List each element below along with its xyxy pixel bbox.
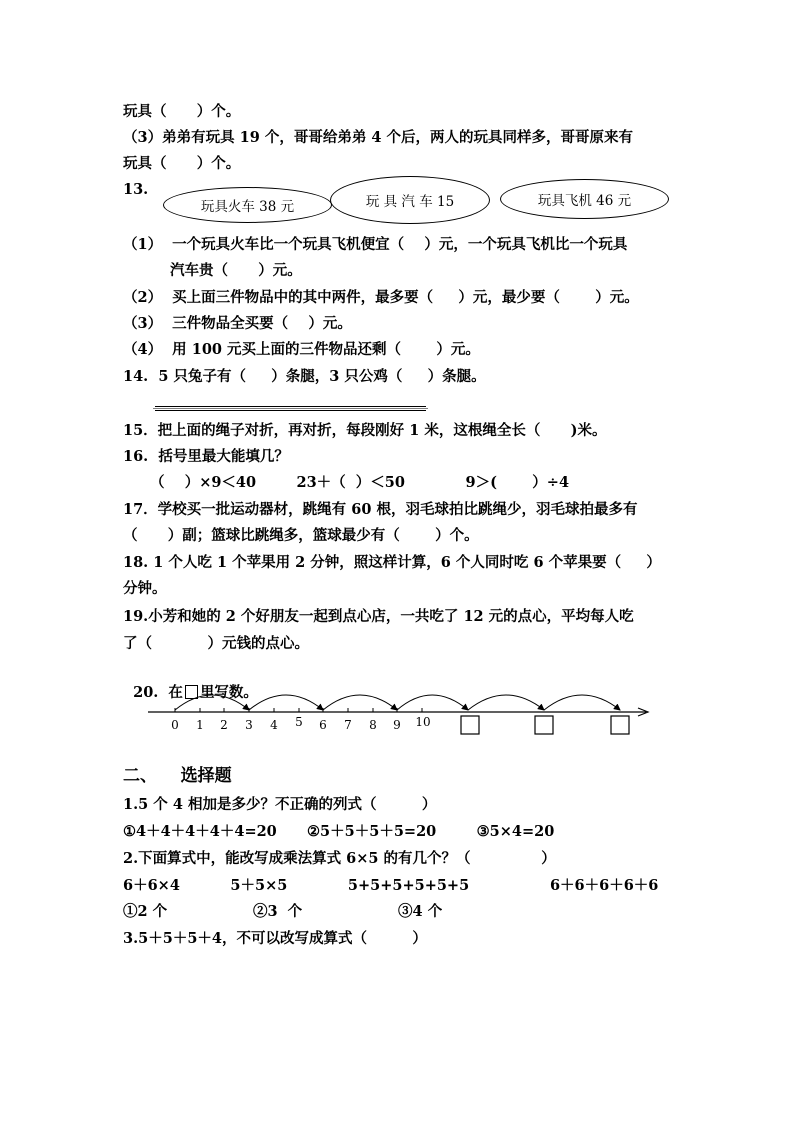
- choice-3: 3.5＋5＋5＋4，不可以改写成算式（ ）: [123, 930, 427, 947]
- answer-box: [611, 716, 629, 734]
- question-13-2: （2） 买上面三件物品中的其中两件，最多要（ ）元，最少要（ ）元。: [123, 289, 639, 306]
- line-toys-2: 玩具（ ）个。: [123, 155, 241, 172]
- tick-label: 8: [369, 718, 377, 732]
- rope-image: [153, 405, 428, 412]
- tick-label: 6: [319, 718, 327, 732]
- question-12-3: （3）弟弟有玩具 19 个，哥哥给弟弟 4 个后，两人的玩具同样多，哥哥原来有: [123, 129, 634, 146]
- question-19b: 了（ ）元钱的点心。: [123, 635, 310, 652]
- question-16: 16. 括号里最大能填几？: [123, 448, 289, 465]
- question-14: 14. 5 只兔子有（ ）条腿，3 只公鸡（ ）条腿。: [123, 368, 486, 385]
- tick-label: 10: [415, 715, 431, 729]
- tick-label: 1: [196, 718, 204, 732]
- number-line: [148, 688, 650, 738]
- bubble-toy-car: 玩 具 汽 车 15: [330, 176, 490, 224]
- question-19a: 19.小芳和她的 2 个好朋友一起到点心店，一共吃了 12 元的点心，平均每人吃: [123, 608, 634, 625]
- bubble-toy-plane: 玩具飞机 46 元: [500, 179, 669, 219]
- question-20-prefix: 20. 在: [133, 684, 183, 701]
- question-13-1b: 汽车贵（ ）元。: [170, 262, 302, 279]
- question-17a: 17．学校买一批运动器材，跳绳有 60 根，羽毛球拍比跳绳少，羽毛球拍最多有: [123, 501, 638, 518]
- tick-label: 2: [220, 718, 228, 732]
- question-15: 15．把上面的绳子对折，再对折，每段刚好 1 米，这根绳全长（ )米。: [123, 422, 607, 439]
- answer-box: [461, 716, 479, 734]
- question-13-1a: （1） 一个玩具火车比一个玩具飞机便宜（ ）元，一个玩具飞机比一个玩具: [123, 236, 628, 253]
- tick-label: 5: [295, 715, 303, 729]
- question-13-3: （3） 三件物品全买要（ ）元。: [123, 315, 352, 332]
- question-16-items: （ ）×9＜40 23＋（ ）＜50 9＞( ）÷4: [150, 474, 570, 491]
- tick-label: 4: [270, 718, 278, 732]
- answer-box: [535, 716, 553, 734]
- question-18a: 18. 1 个人吃 1 个苹果用 2 分钟，照这样计算，6 个人同时吃 6 个苹果要（ ）: [123, 554, 661, 571]
- question-13-4: （4） 用 100 元买上面的三件物品还剩（ ）元。: [123, 341, 480, 358]
- question-20-suffix: 里写数。: [199, 684, 258, 701]
- tick-label: 3: [245, 718, 253, 732]
- choice-2: 2.下面算式中，能改写成乘法算式 6×5 的有几个？（ ）: [123, 850, 556, 867]
- tick-label: 9: [393, 718, 401, 732]
- question-17b: （ ）副；篮球比跳绳多，篮球最少有（ ）个。: [123, 527, 479, 544]
- tick-label: 0: [171, 718, 179, 732]
- choice-2-expressions: 6＋6×4 5＋5×5 5+5+5+5+5+5 6＋6＋6＋6＋6: [123, 877, 659, 894]
- bubble-toy-train: 玩具火车 38 元: [163, 187, 332, 223]
- question-18b: 分钟。: [123, 580, 167, 597]
- tick-label: 7: [344, 718, 352, 732]
- choice-1-options: ①4＋4＋4＋4＋4=20 ②5＋5＋5＋5=20 ③5×4=20: [123, 823, 555, 840]
- question-13-label: 13.: [123, 181, 149, 198]
- choice-1: 1.5 个 4 相加是多少？不正确的列式（ ）: [123, 796, 437, 813]
- choice-2-options: ①2 个 ②3 个 ③4 个: [123, 903, 443, 920]
- section-heading-choice: 二、 选择题: [123, 766, 232, 786]
- line-toys-1: 玩具（ ）个。: [123, 103, 241, 120]
